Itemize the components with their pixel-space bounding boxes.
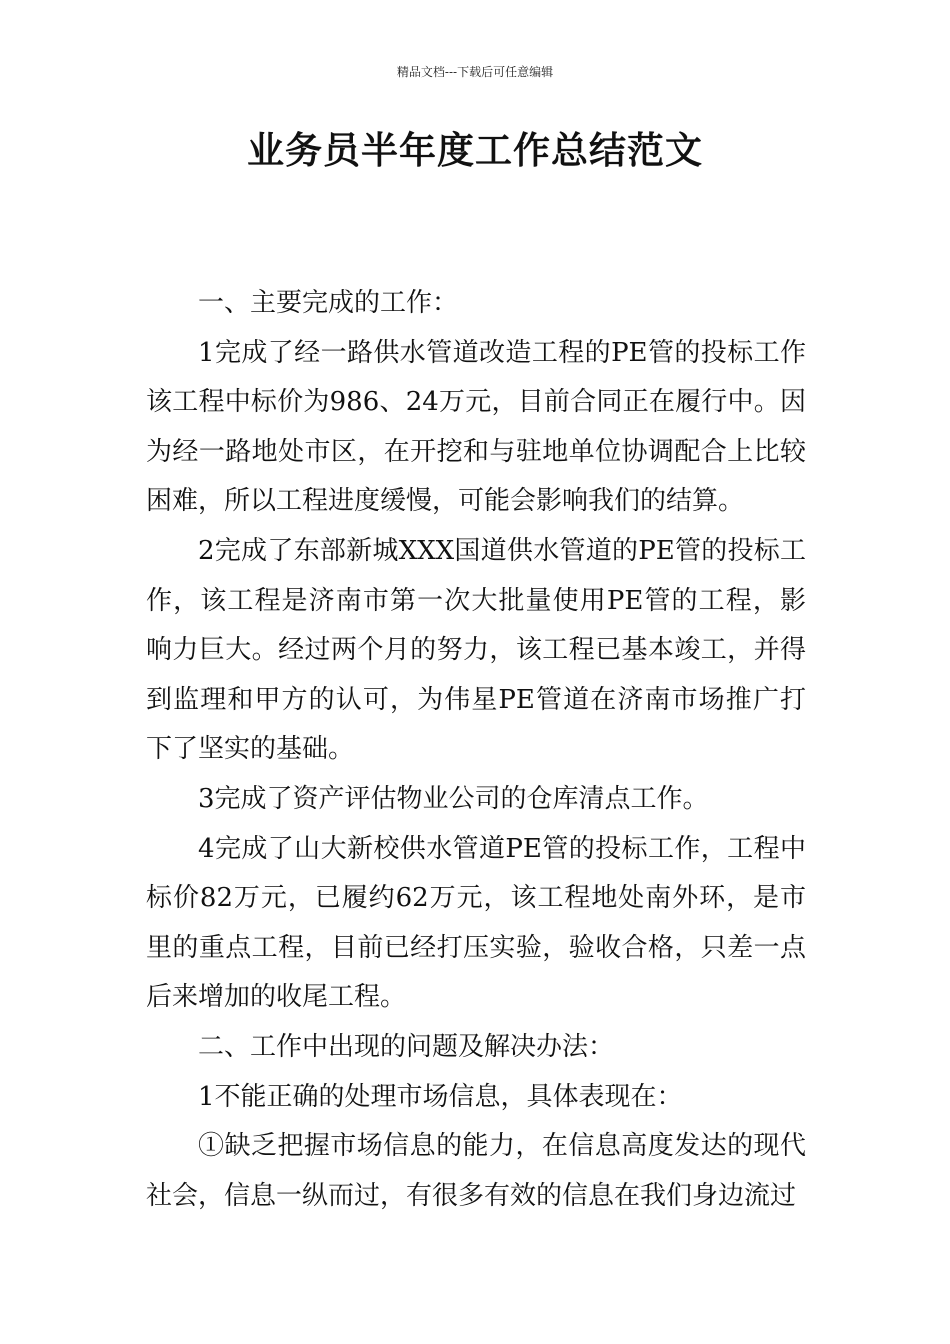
- section-heading-problems: 二、工作中出现的问题及解决办法：: [198, 1031, 615, 1062]
- paragraph-item-3: 3完成了资产评估物业公司的仓库清点工作。: [198, 783, 709, 814]
- document-body: [146, 279, 806, 1221]
- document-title: 业务员半年度工作总结范文: [247, 129, 703, 172]
- header-note: 精品文档---下载后可任意编辑: [396, 65, 554, 79]
- paragraph-problem-1: 1不能正确的处理市场信息，具体表现在：: [198, 1081, 683, 1112]
- paragraph-item-4: 4完成了山大新校供水管道PE管的投标工作，工程中标价82万元，已履约62万元，该工程地处南外环，是市里的重点工程，目前已经打压实验，验收合格，只差一点后来增加的收尾工程。: [146, 833, 806, 1013]
- section-heading-main-work: 一、主要完成的工作：: [198, 288, 459, 318]
- paragraph-item-2: 2完成了东部新城XXX国道供水管道的PE管的投标工作，该工程是济南市第一次大批量使用PE管的工程，影响力巨大。经过两个月的努力，该工程已基本竣工，并得到监理和甲方的认可，为伟星PE管道在济南市场推广打下了坚实的基础。: [146, 535, 806, 765]
- paragraph-item-1: 1完成了经一路供水管道改造工程的PE管的投标工作该工程中标价为986、24万元，目前合同正在履行中。因为经一路地处市区，在开挖和与驻地单位协调配合上比较困难，所以工程进度缓慢，可能会影响我们的结算。: [146, 337, 806, 517]
- paragraph-problem-1-detail: ①缺乏把握市场信息的能力，在信息高度发达的现代社会，信息一纵而过，有很多有效的信息在我们身边流过: [146, 1131, 806, 1211]
